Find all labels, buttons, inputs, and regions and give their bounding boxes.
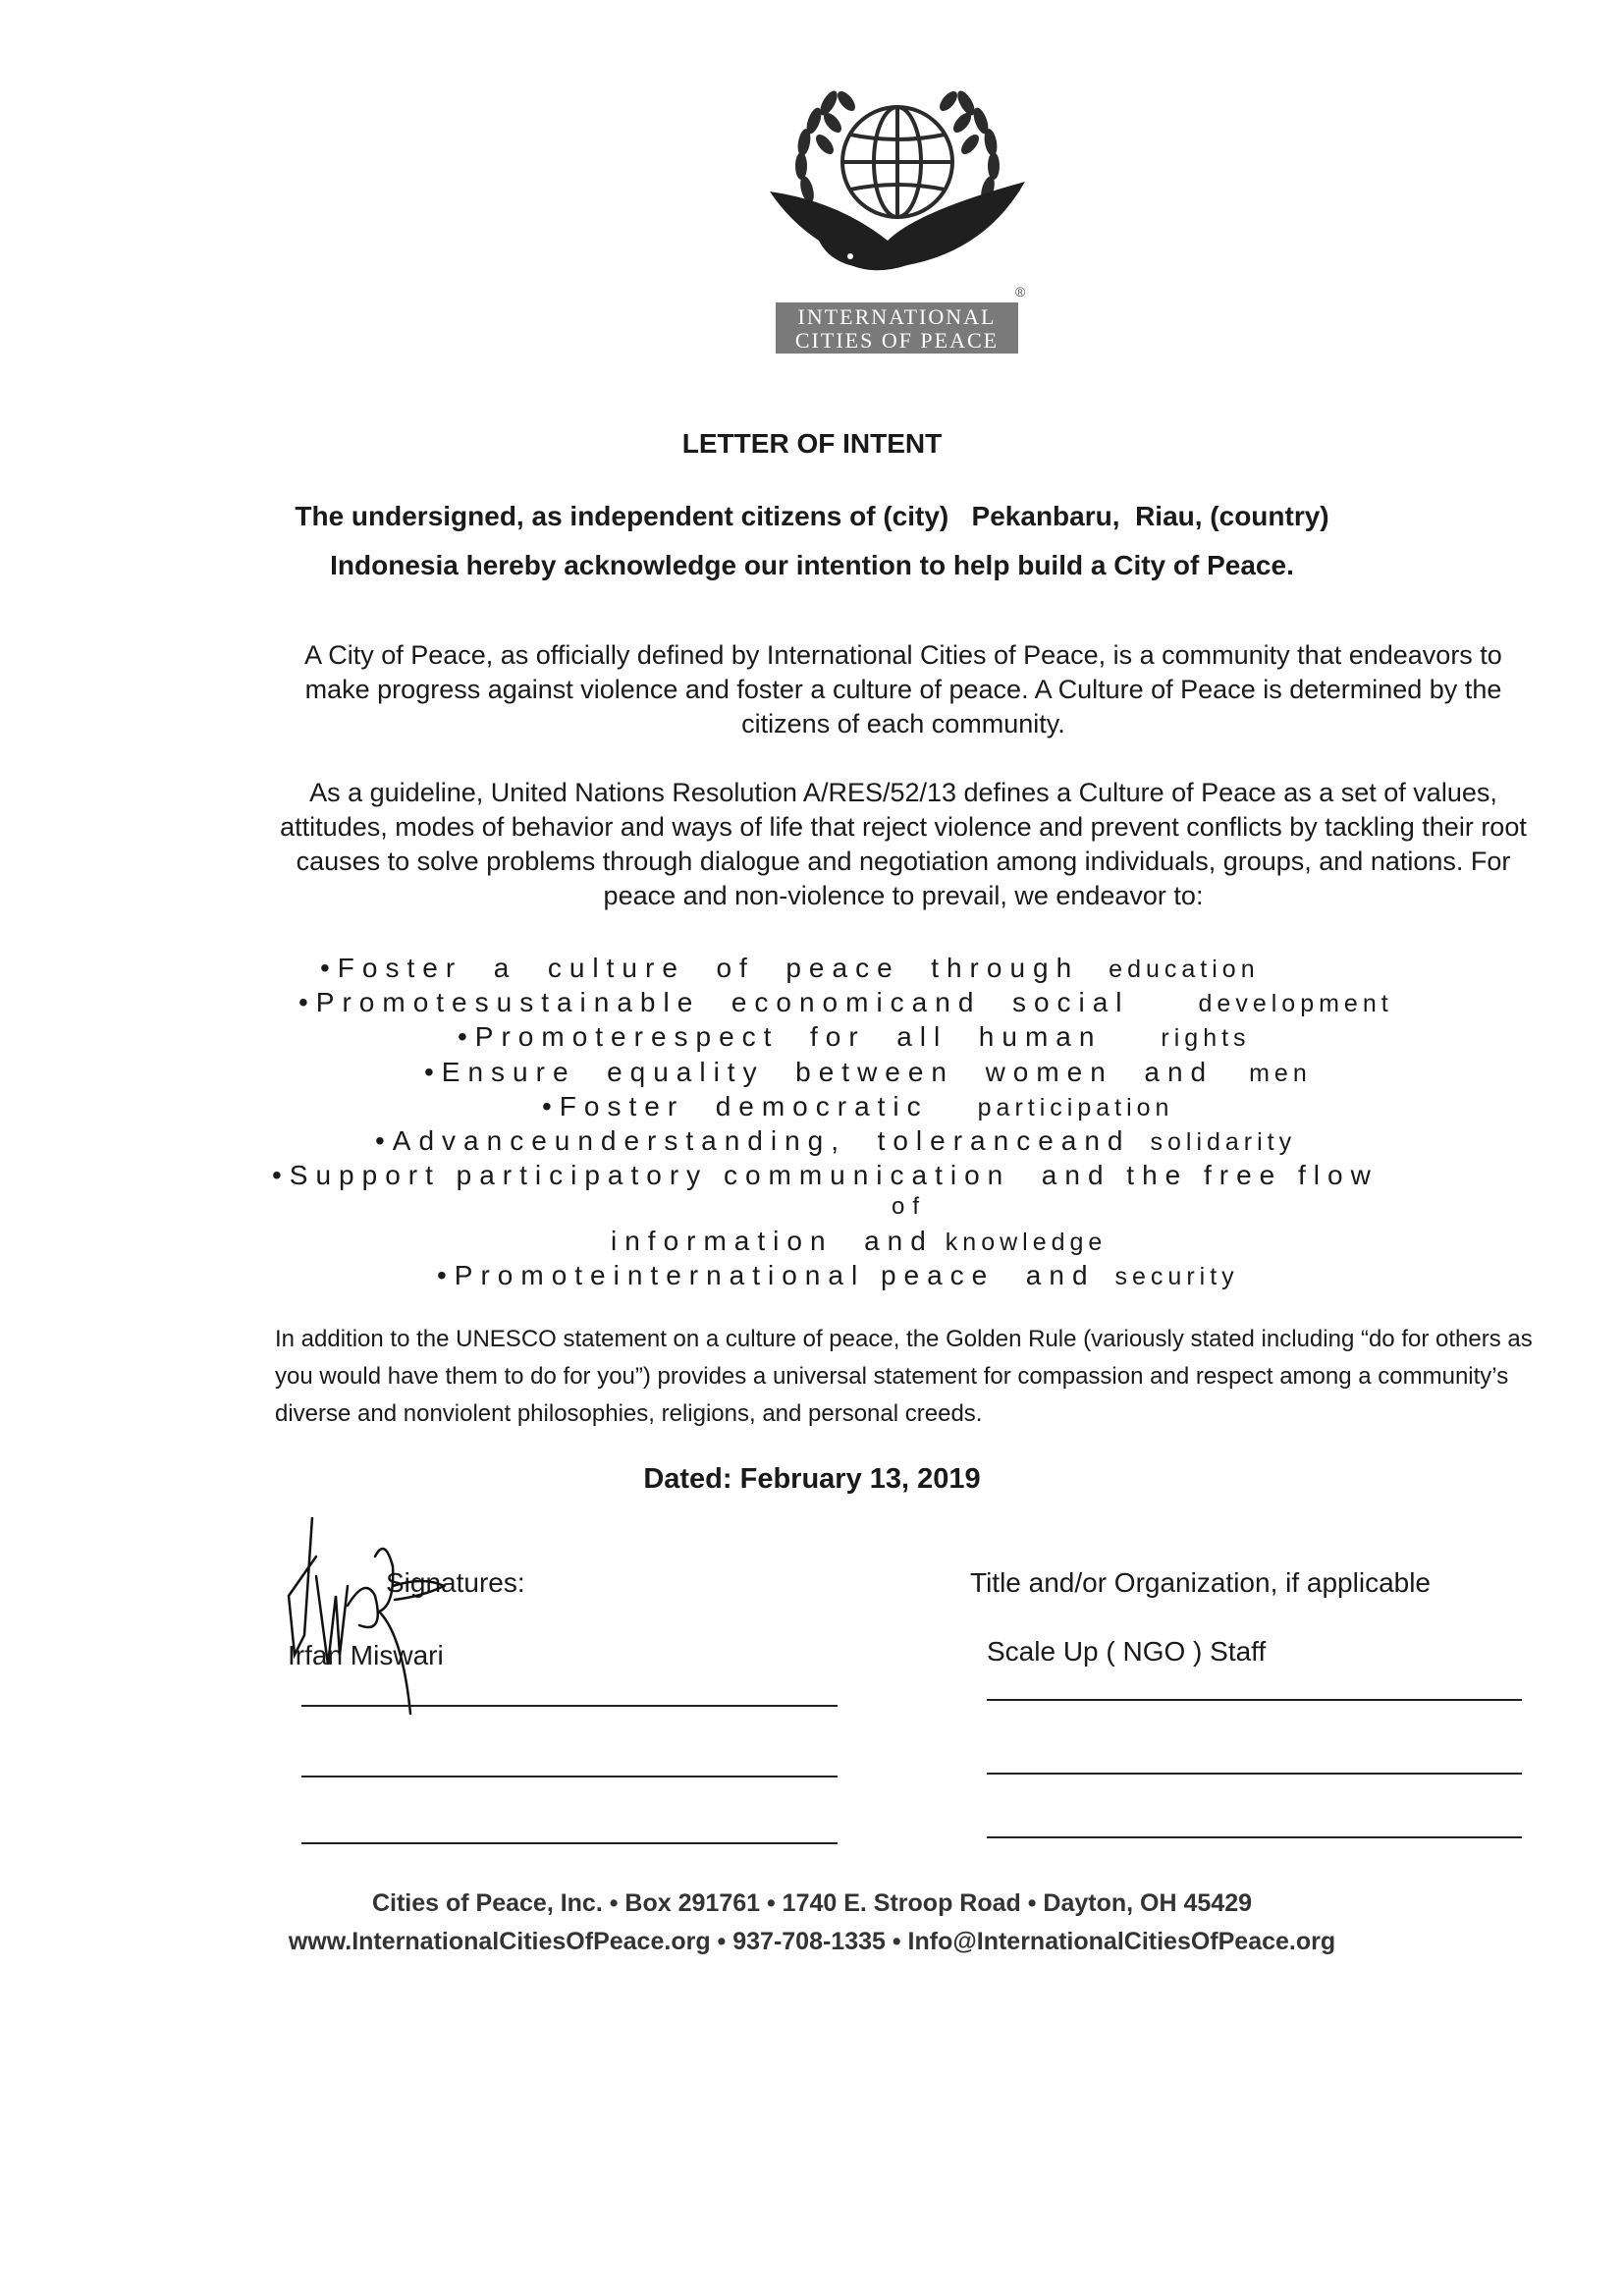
goal-item: •Foster a culture of peace through education xyxy=(320,953,1260,983)
logo-line-1: INTERNATIONAL xyxy=(797,304,997,329)
goal-item: •Promotesustainable economicand social development xyxy=(298,987,1393,1017)
logo-line-2: CITIES OF PEACE xyxy=(794,328,1000,353)
organization-label: Title and/or Organization, if applicable xyxy=(970,1567,1431,1598)
goal-item: of xyxy=(892,1193,928,1220)
signature-line xyxy=(301,1776,838,1777)
goal-item: •Foster democratic participation xyxy=(542,1091,1174,1121)
intro-line-1: The undersigned, as independent citizens of (city) Pekanbaru, Riau, (country) xyxy=(295,501,1329,531)
logo-wordmark xyxy=(776,302,1018,354)
definition-paragraph: A City of Peace, as officially defined by International Cities of Peace, is a community that endeavors to make progress against violence and foster a culture of peace. A Culture of Peace is determined by the citizens of each community. xyxy=(304,640,1502,738)
page-title: LETTER OF INTENT xyxy=(681,428,943,459)
footer-contact: www.InternationalCitiesOfPeace.org • 937-708-1335 • Info@InternationalCitiesOfPeace.org xyxy=(288,1928,1336,1955)
signature-line xyxy=(301,1842,838,1844)
goal-item: •Ensure equality between women and men xyxy=(424,1057,1312,1087)
un-resolution-paragraph: As a guideline, United Nations Resolution A/RES/52/13 defines a Culture of Peace as a set of values, attitudes, modes of behavior and ways of life that reject violence and prevent conflicts by tackling their root causes to solve problems through dialogue and negotiation among individuals, groups, and nations. For peace and non-violence to prevail, we endeavor to: xyxy=(280,778,1527,910)
goal-item: •Support participatory communication and the free flow xyxy=(272,1160,1379,1190)
unesco-paragraph: In addition to the UNESCO statement on a culture of peace, the Golden Rule (variously stated including “do for others as you would have them to do for you”) provides a universal statement for compassion and respect among a community’s diverse and nonviolent philosophies, religions, and personal creeds. xyxy=(275,1326,1533,1427)
organization-line xyxy=(987,1773,1522,1775)
signatures-label: Signatures: xyxy=(386,1567,525,1598)
footer-address: Cities of Peace, Inc. • Box 291761 • 1740 E. Stroop Road • Dayton, OH 45429 xyxy=(371,1889,1253,1917)
handwritten-signature xyxy=(277,1517,532,1743)
dated-line: Dated: February 13, 2019 xyxy=(643,1463,981,1495)
signer-name: Irfan Miswari xyxy=(288,1640,444,1670)
goal-item: •Advanceunderstanding, toleranceand solidarity xyxy=(375,1125,1297,1156)
goal-item: •Promoteinternational peace and security xyxy=(437,1260,1239,1290)
goal-item: •Promoterespect for all human rights xyxy=(458,1021,1251,1052)
globe-dove-laurel-icon xyxy=(760,83,1035,280)
organization-line xyxy=(987,1836,1522,1838)
goal-item: information and knowledge xyxy=(611,1226,1108,1256)
organization-line xyxy=(987,1699,1522,1701)
intro-line-2: Indonesia hereby acknowledge our intention to help build a City of Peace. xyxy=(330,550,1294,580)
signature-line xyxy=(301,1705,838,1707)
registered-mark: ® xyxy=(1015,284,1026,300)
organization-value: Scale Up ( NGO ) Staff xyxy=(987,1636,1267,1667)
